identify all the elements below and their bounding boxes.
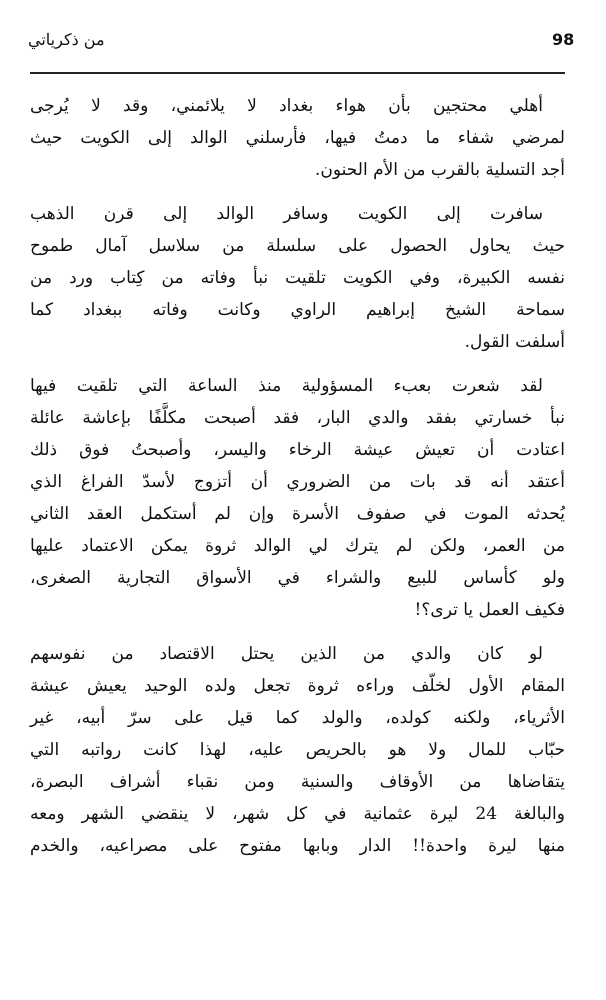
text-line: لمرضي شفاء ما دمتُ فيها، فأرسلني الوالد إلى الكويت حيث bbox=[30, 128, 565, 148]
body-text bbox=[30, 90, 565, 874]
text-line: سافرت إلى الكويت وسافر الوالد إلى قرن الذهب bbox=[30, 204, 543, 224]
page-number: 98 bbox=[552, 30, 575, 49]
text-line: أجد التسلية بالقرب من الأم الحنون. bbox=[315, 160, 565, 180]
text-line: منها ليرة واحدة!! الدار وبابها مفتوح على مصراعيه، والخدم bbox=[30, 836, 565, 856]
text-line: يتقاضاها من الأوقاف والسنية ومن نقباء أشراف البصرة، bbox=[30, 772, 565, 792]
text-line: اعتادت أن تعيش عيشة الرخاء واليسر، وأصبحتُ فوق ذلك bbox=[30, 440, 565, 460]
paragraph bbox=[30, 90, 565, 186]
text-line: سماحة الشيخ إبراهيم الراوي وكانت وفاته ببغداد كما bbox=[30, 300, 565, 320]
text-line: المقام الأول لخلّف وراءه ثروة تجعل ولده الوحيد يعيش عيشة bbox=[30, 676, 565, 696]
text-line: حيث يحاول الحصول على سلسلة من سلاسل آمال طموح bbox=[30, 236, 565, 256]
text-line: من العمر، ولكن لم يترك لي الوالد ثروة يمكن الاعتماد عليها bbox=[30, 536, 565, 556]
text-line: ولو كأساس للبيع والشراء في الأسواق التجارية الصغرى، bbox=[30, 568, 565, 588]
text-line: لو كان والدي من الذين يحتل الاقتصاد من نفوسهم bbox=[30, 644, 543, 664]
running-title: من ذكرياتي bbox=[28, 30, 105, 49]
text-line: فكيف العمل يا ترى؟! bbox=[414, 600, 565, 620]
text-line: أسلفت القول. bbox=[464, 332, 565, 352]
text-line: أهلي محتجين بأن هواء بغداد لا يلائمني، وقد لا يُرجى bbox=[30, 96, 543, 116]
text-line: يُحدثه الموت في صفوف الأسرة وإن لم أستكمل العقد الثاني bbox=[30, 504, 565, 524]
text-line: والبالغة 24 ليرة عثمانية في كل شهر، لا ينقضي الشهر ومعه bbox=[30, 804, 565, 824]
text-line: أعتقد أنه قد بات من الضروري أن أتزوج لأسدّ الفراغ الذي bbox=[30, 472, 565, 492]
page-header bbox=[28, 30, 575, 74]
text-line: نبأ خسارتي بفقد والدي البار، فقد أصبحت مكلَّفًا بإعاشة عائلة bbox=[30, 408, 565, 428]
paragraph bbox=[30, 198, 565, 358]
paragraph bbox=[30, 370, 565, 626]
text-line: حبّاب للمال ولا هو بالحريص عليه، لهذا كانت رواتبه التي bbox=[30, 740, 565, 760]
text-line: لقد شعرت بعبء المسؤولية منذ الساعة التي تلقيت فيها bbox=[30, 376, 543, 396]
header-divider bbox=[30, 72, 565, 74]
paragraph bbox=[30, 638, 565, 862]
text-line: نفسه الكبيرة، وفي الكويت تلقيت نبأ وفاته من كِتاب ورد من bbox=[30, 268, 565, 288]
text-line: الأثرياء، ولكنه كولده، والولد كما قيل على سرّ أبيه، غير bbox=[30, 708, 565, 728]
